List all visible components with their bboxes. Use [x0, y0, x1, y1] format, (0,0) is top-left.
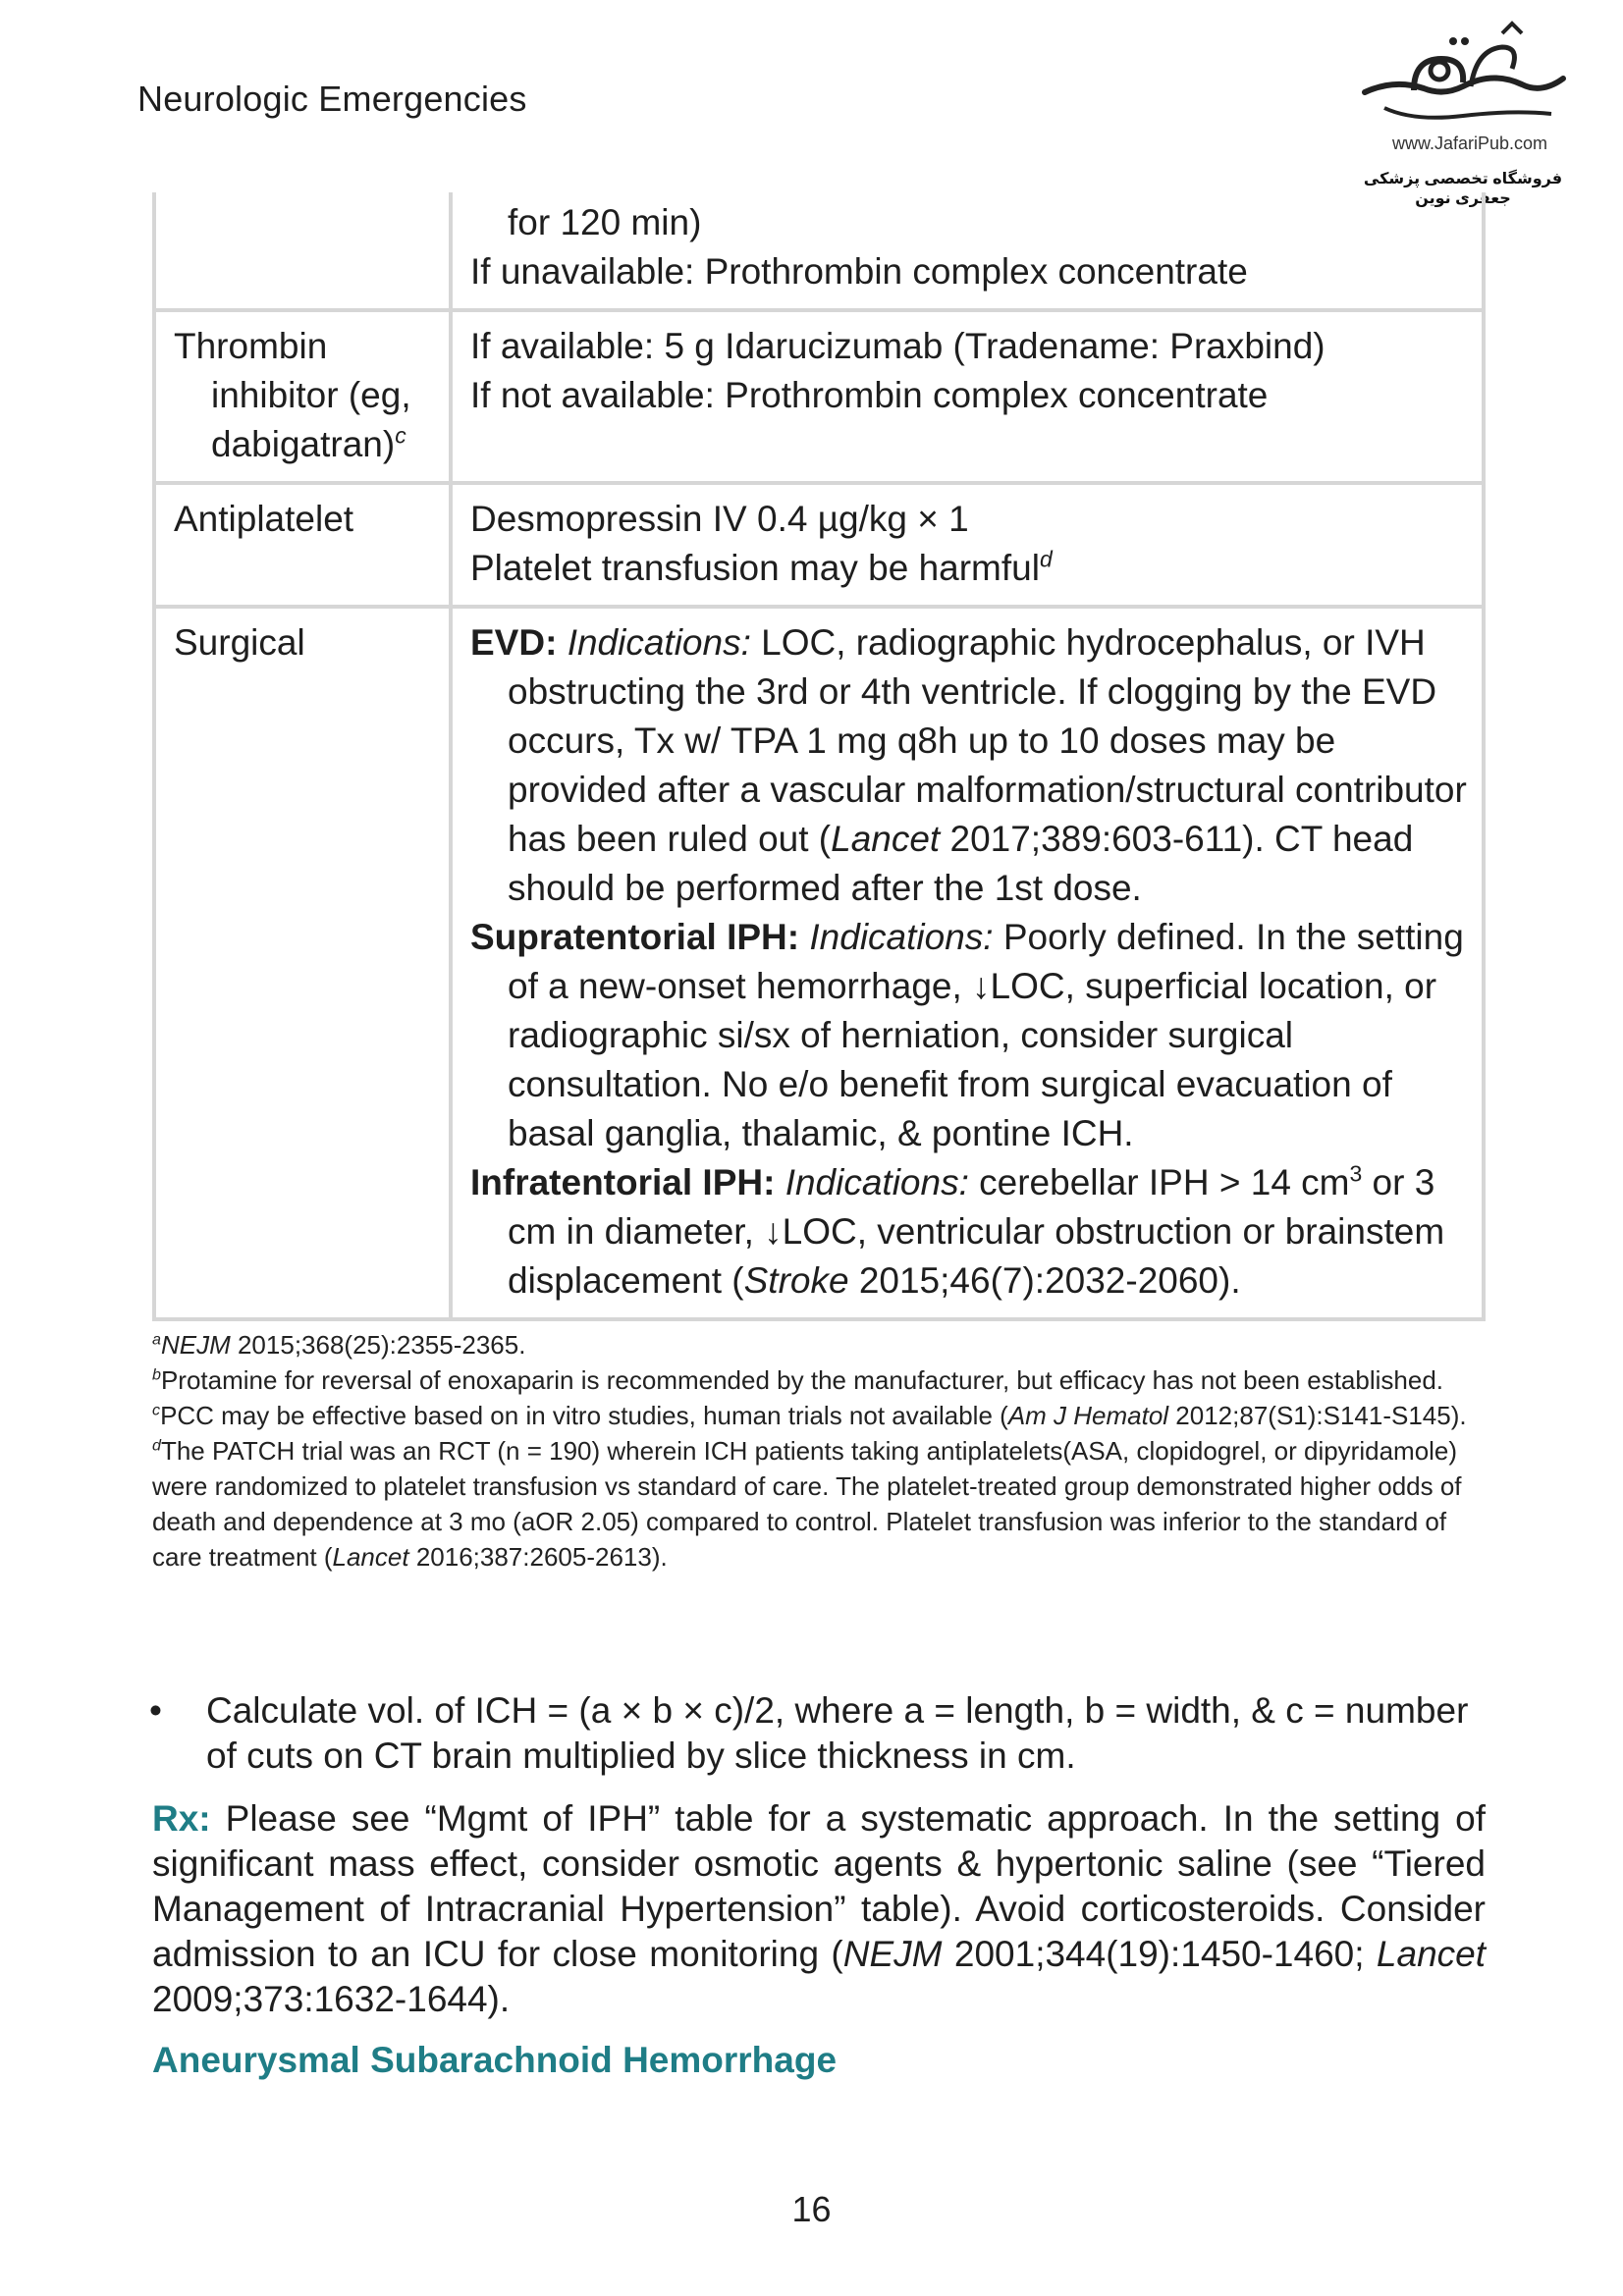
running-head: Neurologic Emergencies — [137, 79, 527, 119]
category-line: inhibitor (eg, — [211, 375, 411, 415]
entry-label: EVD: — [470, 622, 558, 663]
page-number: 16 — [791, 2189, 832, 2229]
footnote-text: The PATCH trial was an RCT (n = 190) wherein ICH patients taking antiplatelets(ASA, clopidogrel, or dipyridamole) were randomized to platelet transfusion vs standard of care. The platelet-treated group demonstrated higher odds of death and dependence at 3 mo (aOR 2.05) compared to control. Platelet transfusion was inferior to the standard of care treatment ( — [152, 1436, 1462, 1572]
citation-text: 2015;368(25):2355-2365. — [230, 1330, 526, 1360]
bullet-item — [149, 1688, 1485, 1779]
treatment-table — [152, 192, 1486, 1321]
table-cell-category — [154, 192, 451, 310]
citation-text: 2015;46(7):2032-2060). — [848, 1260, 1241, 1301]
footnote-ref: d — [1039, 546, 1053, 572]
supratentorial-entry — [470, 913, 1468, 1158]
rx-label: Rx: — [152, 1798, 211, 1839]
footnote-mark: b — [152, 1365, 161, 1384]
footnote-text: PCC may be effective based on in vitro studies, human trials not available ( — [160, 1401, 1008, 1430]
citation-journal: NEJM — [842, 1934, 943, 1974]
citation-journal: Am J Hematol — [1007, 1401, 1169, 1430]
table-cell-category: Surgical — [154, 607, 451, 1319]
citation-journal: NEJM — [160, 1330, 231, 1360]
treatment-line: If available: 5 g Idarucizumab (Tradename: Praxbind) — [470, 326, 1325, 366]
indications-label: Indications: — [567, 622, 751, 663]
treatment-line: Desmopressin IV 0.4 µg/kg × 1 — [470, 499, 969, 539]
footnote-mark: a — [152, 1330, 161, 1349]
table-cell-category — [154, 310, 451, 483]
bullet-icon: • — [149, 1690, 162, 1731]
citation-journal: Lancet — [831, 819, 941, 859]
table-cell-treatment — [451, 483, 1484, 607]
citation-text: 2017;389:603-611). CT head should be performed after the 1st dose. — [508, 819, 1414, 908]
treatment-line — [470, 544, 1468, 593]
citation-text: 2012;87(S1):S141-S145). — [1168, 1401, 1467, 1430]
footnote-text: Protamine for reversal of enoxaparin is recommended by the manufacturer, but efficacy has not been established. — [160, 1365, 1443, 1395]
footnote-b — [152, 1362, 1488, 1398]
footnote-mark: c — [152, 1401, 161, 1419]
table-row — [154, 192, 1484, 310]
table-cell-treatment — [451, 310, 1484, 483]
treatment-line: If not available: Prothrombin complex concentrate — [470, 375, 1269, 415]
table-row — [154, 310, 1484, 483]
logo-tagline: فروشگاه تخصصی پزشکی جعفری نوین — [1363, 171, 1563, 207]
table-footnotes — [152, 1327, 1488, 1575]
treatment-line: for 120 min) — [508, 202, 702, 242]
citation-journal: Stroke — [743, 1260, 849, 1301]
logo-url-text: www.JafariPub.com — [1391, 133, 1548, 153]
evd-entry — [470, 618, 1468, 913]
citation-journal: Lancet — [1376, 1934, 1487, 1974]
indications-label: Indications: — [809, 917, 994, 957]
entry-label: Supratentorial IPH: — [470, 917, 800, 957]
indications-label: Indications: — [784, 1162, 969, 1202]
entry-text: LOC, radiographic hydrocephalus, or IVH obstructing the 3rd or 4th ventricle. If clogging by the EVD occurs, Tx w/ TPA 1 mg q8h up to 10 doses may be provided after a vascular malformation/structural contributor has been ruled out ( — [508, 622, 1467, 859]
footnote-a — [152, 1327, 1488, 1362]
category-line: Thrombin — [174, 326, 328, 366]
table-cell-treatment — [451, 192, 1484, 310]
rx-paragraph — [152, 1796, 1486, 2022]
treatment-line: If unavailable: Prothrombin complex concentrate — [470, 251, 1248, 292]
table-row — [154, 483, 1484, 607]
section-heading: Aneurysmal Subarachnoid Hemorrhage — [152, 2040, 838, 2080]
citation-text: 2016;387:2605-2613). — [408, 1542, 668, 1572]
footnote-d — [152, 1433, 1488, 1575]
calligraphy-logo-icon — [1355, 20, 1571, 126]
category-line — [174, 420, 435, 469]
entry-text: or 3 cm in diameter, ↓LOC, ventricular obstruction or brainstem displacement ( — [508, 1162, 1445, 1301]
citation-text: 2001;344(19):1450-1460; — [942, 1934, 1377, 1974]
entry-label: Infratentorial IPH: — [470, 1162, 776, 1202]
treatment-text: Platelet transfusion may be harmful — [470, 548, 1040, 588]
citation-text: 2009;373:1632-1644). — [152, 1979, 511, 2019]
entry-text: cerebellar IPH > 14 cm — [968, 1162, 1350, 1202]
footnote-c — [152, 1398, 1488, 1433]
entry-text: Poorly defined. In the setting of a new-onset hemorrhage, ↓LOC, superficial location, or radiographic si/sx of herniation, consider surgical consultation. No e/o benefit from surgical evacuation of basal ganglia, thalamic, & pontine ICH. — [508, 917, 1464, 1153]
footnote-mark: d — [152, 1436, 161, 1455]
infratentorial-entry — [470, 1158, 1468, 1306]
superscript: 3 — [1349, 1160, 1363, 1187]
category-text: dabigatran) — [211, 424, 396, 464]
table-row — [154, 607, 1484, 1319]
table-cell-category: Antiplatelet — [154, 483, 451, 607]
footnote-ref: c — [395, 422, 406, 449]
publisher-logo — [1316, 20, 1600, 207]
rx-text: Please see “Mgmt of IPH” table for a systematic approach. In the setting of significant mass effect, consider osmotic agents & hypertonic saline (see “Tiered Management of Intracranial Hypertension” table). Avoid corticosteroids. Consider admission to an ICU for close monitoring ( — [152, 1798, 1486, 1974]
bullet-text: Calculate vol. of ICH = (a × b × c)/2, where a = length, b = width, & c = number of cuts on CT brain multiplied by slice thickness in cm. — [206, 1690, 1469, 1776]
citation-journal: Lancet — [332, 1542, 409, 1572]
table-cell-treatment — [451, 607, 1484, 1319]
